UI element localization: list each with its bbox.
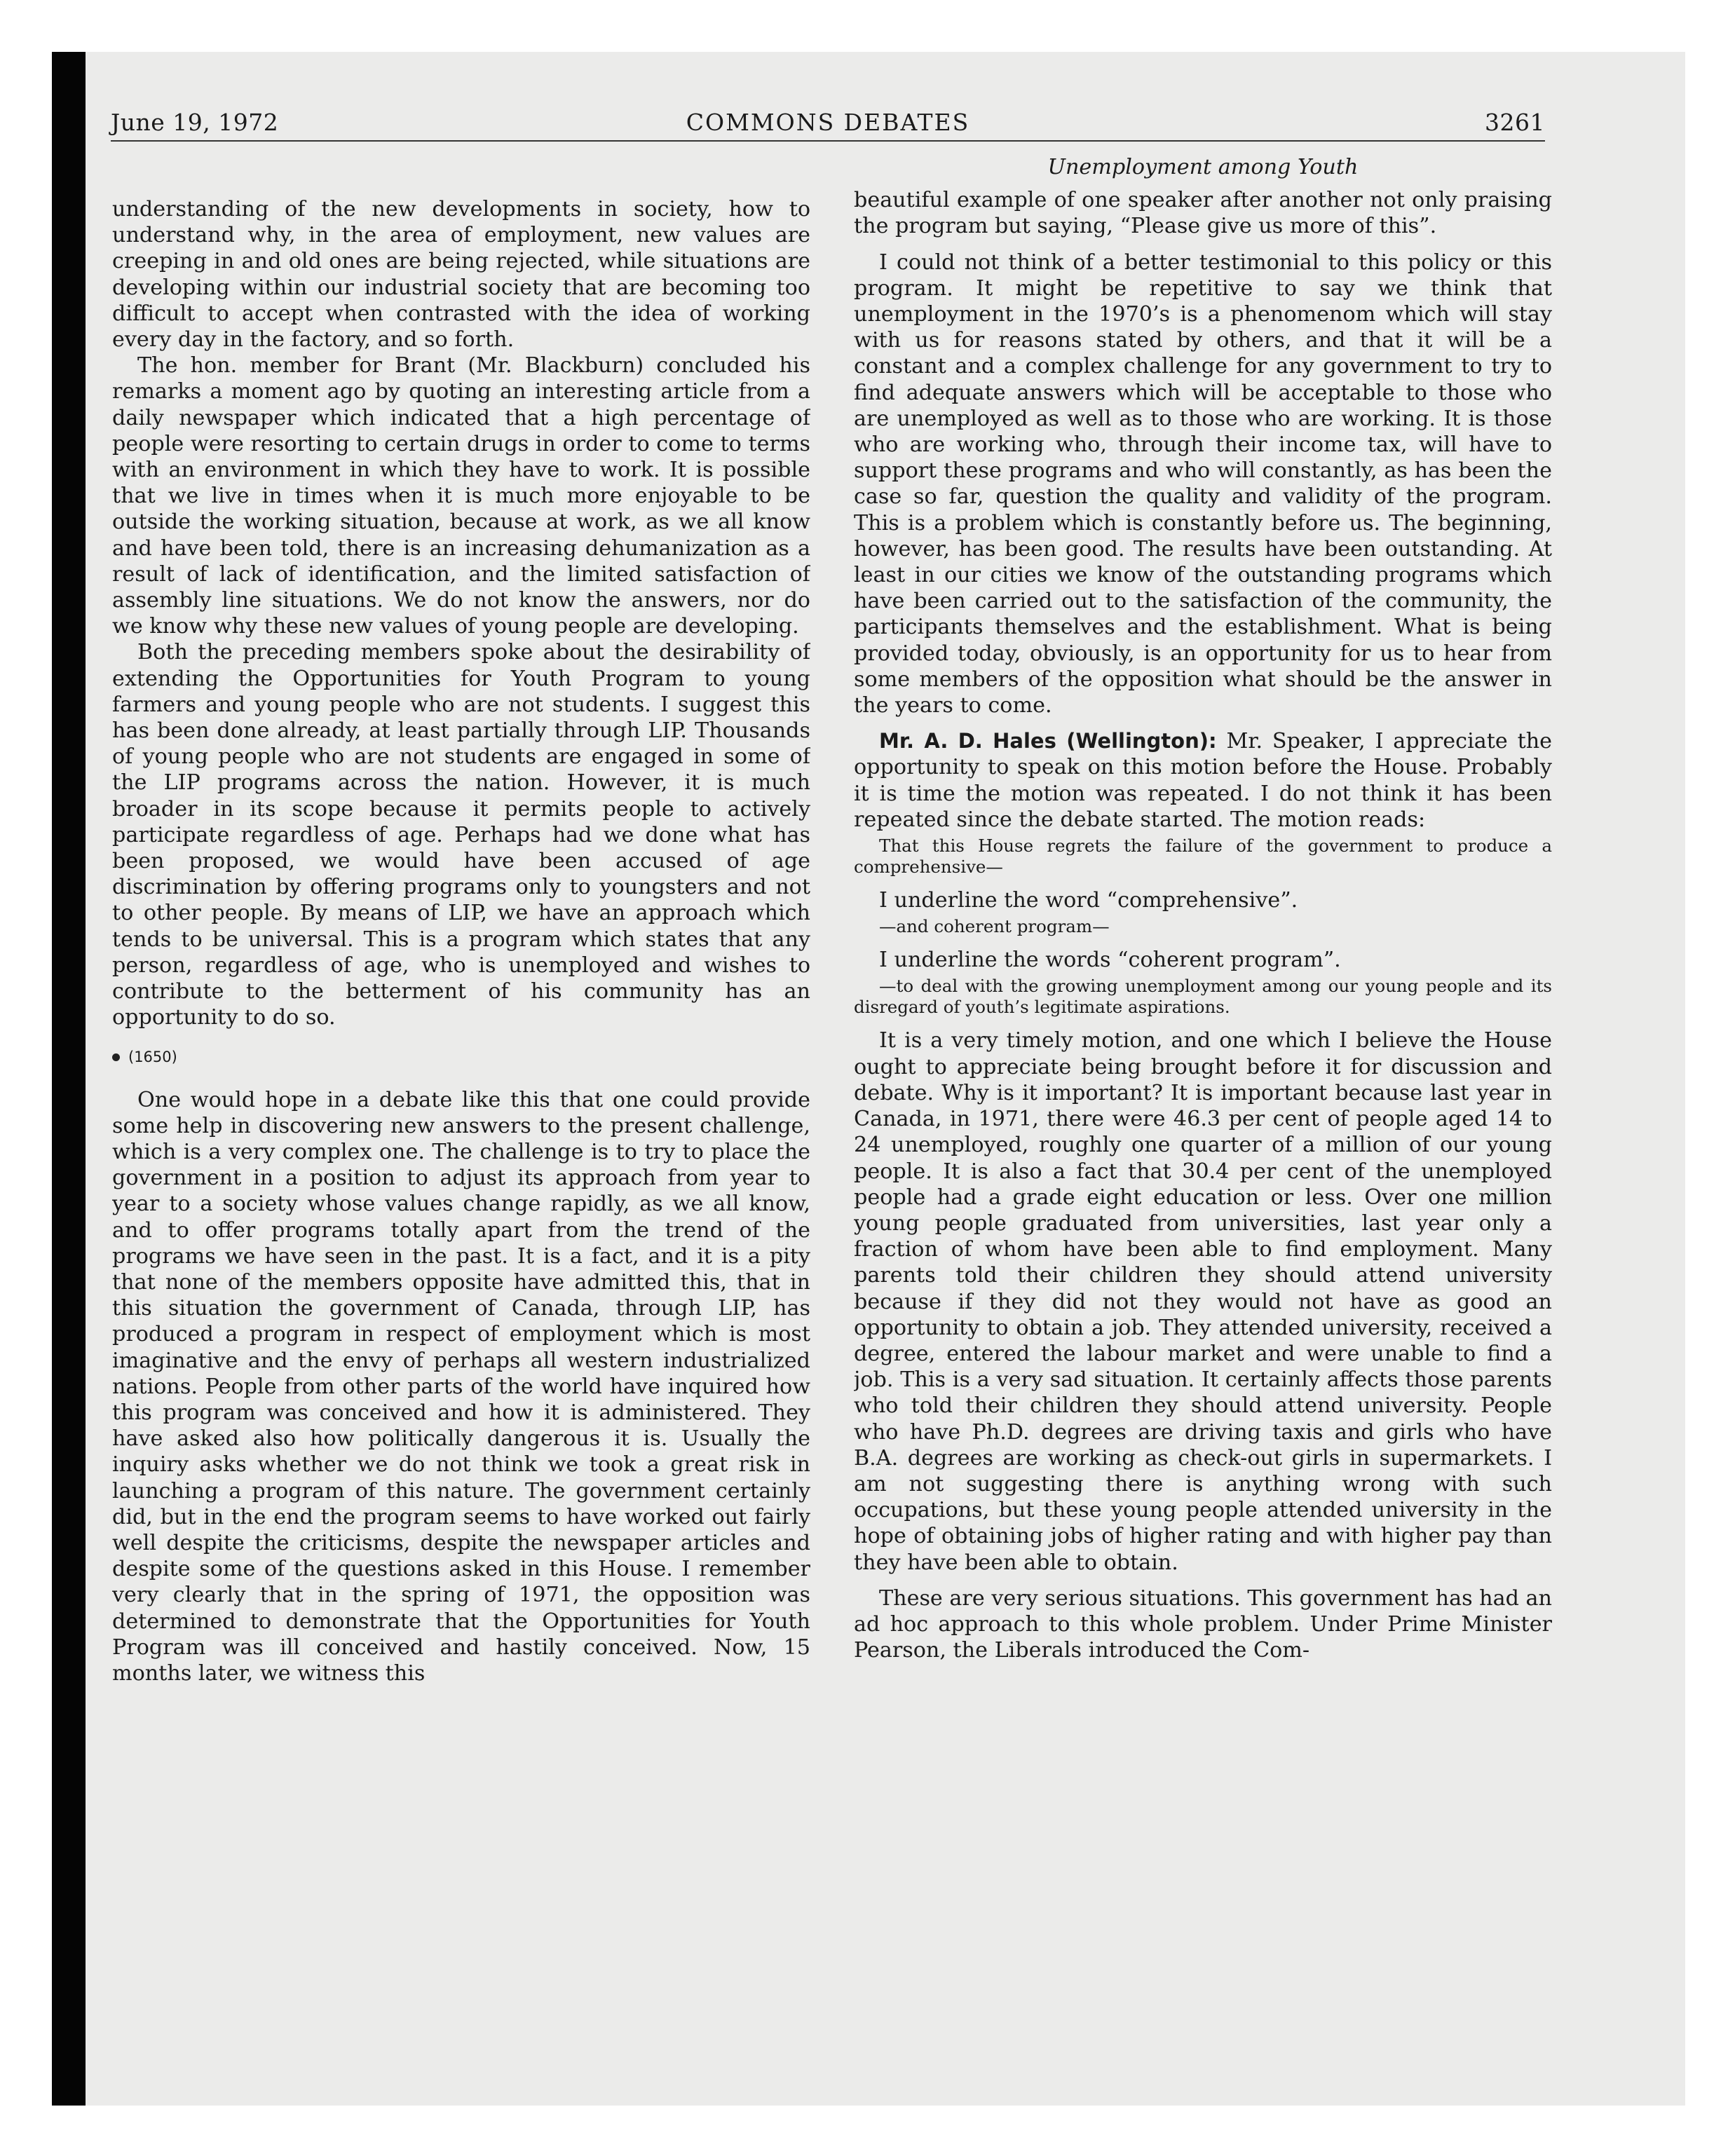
paragraph: understanding of the new developments in society, how to understand why, in the area of employment, new values are creeping in and old ones are being rejected, while situations are developing within our industrial society that are becoming too difficult to accept when contrasted with the idea of working every day in the factory, and so forth. (112, 197, 810, 353)
header-date: June 19, 1972 (111, 109, 279, 136)
speaker-paragraph (854, 728, 1552, 833)
scan-binding-edge (52, 52, 86, 2106)
timestamp-marker (112, 1046, 810, 1067)
paragraph: One would hope in a debate like this that one could provide some help in discovering new answers to the present challenge, which is a very complex one. The challenge is to try to place the government in a position to adjust its approach from year to year to a society whose values change rapidly, as we all know, and to offer programs totally apart from the trend of the programs we have seen in the past. It is a fact, and it is a pity that none of the members opposite have admitted this, that in this situation the government of Canada, through LIP, has produced a program in respect of employment which is most imaginative and the envy of perhaps all western industrialized nations. People from other parts of the world have inquired how this program was conceived and how it is administered. They have asked also how politically dangerous it is. Usually the inquiry asks whether we do not think we took a great risk in launching a program of this nature. The government certainly did, but in the end the program seems to have worked out fairly well despite the criticisms, despite the newspaper articles and despite some of the questions asked in this House. I remember very clearly that in the spring of 1971, the opposition was determined to demonstrate that the Opportunities for Youth Program was ill conceived and hastily conceived. Now, 15 months later, we witness this (112, 1087, 810, 1686)
paragraph: I could not think of a better testimonial to this policy or this program. It might be repetitive to say we think that unemployment in the 1970’s is a phenomenom which will stay with us for reasons stated by others, and that it will be a constant and a complex challenge for any government to try to find adequate answers which will be acceptable to those who are unemployed as well as to those who are working. It is those who are working who, through their income tax, will have to support these programs and who will constantly, as has been the case so far, question the quality and validity of the program. This is a problem which is constantly before us. The beginning, however, has been good. The results have been outstanding. At least in our cities we know of the outstanding programs which have been carried out to the satisfaction of the community, the participants themselves and the establishment. What is being provided today, obviously, is an opportunity for us to hear from some members of the opposition what should be the answer in the years to come. (854, 250, 1552, 718)
motion-quote: That this House regrets the failure of the government to produce a comprehensive— (854, 835, 1552, 878)
timestamp-text: (1650) (128, 1048, 177, 1065)
header-publication: COMMONS DEBATES (686, 109, 970, 136)
paragraph: I underline the words “coherent program”. (879, 948, 1341, 973)
paragraph: The hon. member for Brant (Mr. Blackburn) concluded his remarks a moment ago by quoting an interesting article from a daily newspaper which indicated that a high percentage of people were resorting to certain drugs in order to come to terms with an environment in which they have to work. It is possible that we live in times when it is much more enjoyable to be outside the working situation, because at work, as we all know and have been told, there is an increasing dehumanization as a result of lack of identification, and the limited satisfaction of assembly line situations. We do not know the answers, nor do we know why these new values of young people are developing. (112, 353, 810, 639)
paragraph: beautiful example of one speaker after another not only praising the program but saying, “Please give us more of this”. (854, 188, 1552, 239)
motion-quote: —and coherent program— (879, 916, 1110, 937)
speaker-text: Mr. Speaker, I appreciate the opportunity to speak on this motion before the House. Probably it is time the motion was repeated. I do not think it has been repeated since the debate started. The motion reads: (854, 729, 1552, 832)
right-column (854, 154, 1552, 2047)
bullet-icon (112, 1053, 120, 1061)
speaker-name: Mr. A. D. Hales (Wellington): (879, 729, 1217, 753)
page-header (111, 104, 1545, 142)
paragraph: It is a very timely motion, and one which I believe the House ought to appreciate being brought before it for discussion and debate. Why is it important? It is important because last year in Canada, in 1971, there were 46.3 per cent of people aged 14 to 24 unemployed, roughly one quarter of a million of our young people. It is also a fact that 30.4 per cent of the unemployed people had a grade eight education or less. Over one million young people graduated from universities, last year only a fraction of whom have been able to find employment. Many parents told their children they should attend university because if they did not they would not have as good an opportunity to obtain a job. They attended university, received a degree, entered the labour market and were unable to find a job. This is a very sad situation. It certainly affects those parents who told their children they should attend university. People who have Ph.D. degrees are driving taxis and girls who have B.A. degrees are working as check-out girls in supermarkets. I am not suggesting there is anything wrong with such occupations, but these young people attended university in the hope of obtaining jobs of higher rating and with higher pay than they have been able to obtain. (854, 1028, 1552, 1575)
left-column (112, 196, 810, 2089)
header-page-number: 3261 (1485, 109, 1545, 136)
section-title: Unemployment among Youth (1047, 155, 1359, 179)
paragraph: These are very serious situations. This government has had an ad hoc approach to this whole problem. Under Prime Minister Pearson, the Liberals introduced the Com- (854, 1585, 1552, 1663)
paragraph: Both the preceding members spoke about the desirability of extending the Opportunities for Youth Program to young farmers and young people who are not students. I suggest this has been done already, at least partially through LIP. Thousands of young people who are not students are engaged in some of the LIP programs across the nation. However, it is much broader in its scope because it permits people to actively participate regardless of age. Perhaps had we done what has been proposed, we would have been accused of age discrimination by offering programs only to youngsters and not to other people. By means of LIP, we have an approach which tends to be universal. This is a program which states that any person, regardless of age, who is unemployed and wishes to contribute to the betterment of his community has an opportunity to do so. (112, 640, 810, 1030)
motion-quote: —to deal with the growing unemployment among our young people and its disregard of youth’s legitimate aspirations. (854, 976, 1552, 1018)
paragraph: I underline the word “comprehensive”. (879, 888, 1298, 913)
